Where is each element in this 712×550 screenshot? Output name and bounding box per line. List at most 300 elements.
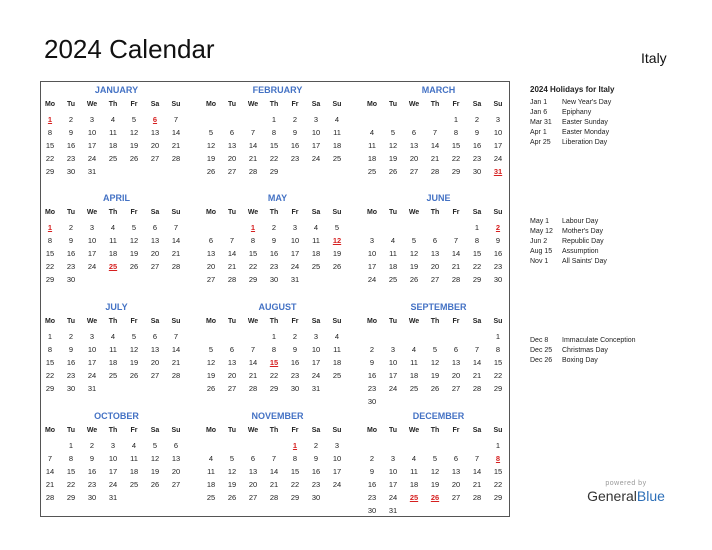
month-name: SEPTEMBER xyxy=(410,302,467,312)
day-cell: 22 xyxy=(269,154,279,163)
day-cell: 28 xyxy=(45,493,55,502)
day-cell: 27 xyxy=(227,167,237,176)
weekday-label: Sa xyxy=(472,427,482,434)
day-cell: 10 xyxy=(493,128,503,137)
month-name: APRIL xyxy=(103,193,130,203)
day-cell: 28 xyxy=(472,493,482,502)
day-cell: 14 xyxy=(248,141,258,150)
day-cell: 5 xyxy=(229,454,235,463)
day-cell: 29 xyxy=(269,384,279,393)
weekday-label: Th xyxy=(108,101,118,108)
day-cell: 22 xyxy=(472,262,482,271)
day-cell: 25 xyxy=(409,384,419,393)
holiday-row xyxy=(530,248,607,258)
month-12 xyxy=(366,411,511,515)
day-cell: 7 xyxy=(453,236,459,245)
day-cell: 1 xyxy=(271,332,277,341)
day-cell: 3 xyxy=(292,223,298,232)
day-cell: 2 xyxy=(271,223,277,232)
day-cell: 20 xyxy=(150,249,160,258)
holiday-day-cell: 31 xyxy=(493,167,503,176)
day-cell: 10 xyxy=(388,358,398,367)
month-6 xyxy=(366,193,511,293)
holiday-name: Republic Day xyxy=(562,238,604,245)
day-cell: 9 xyxy=(68,236,74,245)
day-cell: 4 xyxy=(334,115,340,124)
weekday-label: Tu xyxy=(388,101,398,108)
weekday-label: Tu xyxy=(66,101,76,108)
day-cell: 20 xyxy=(206,262,216,271)
day-cell: 3 xyxy=(313,332,319,341)
day-cell: 2 xyxy=(89,441,95,450)
day-cell: 8 xyxy=(250,236,256,245)
weekday-label: Sa xyxy=(150,101,160,108)
day-cell: 27 xyxy=(171,480,181,489)
day-cell: 27 xyxy=(150,262,160,271)
day-cell: 9 xyxy=(271,236,277,245)
weekday-label: Su xyxy=(171,101,181,108)
day-cell: 4 xyxy=(411,454,417,463)
day-cell: 24 xyxy=(87,154,97,163)
day-cell: 1 xyxy=(495,332,501,341)
day-cell: 26 xyxy=(332,262,342,271)
day-cell: 16 xyxy=(87,467,97,476)
day-cell: 6 xyxy=(432,236,438,245)
day-cell: 24 xyxy=(108,480,118,489)
holiday-name: Easter Sunday xyxy=(562,119,608,126)
day-cell: 26 xyxy=(430,384,440,393)
day-cell: 8 xyxy=(47,128,53,137)
day-cell: 30 xyxy=(290,384,300,393)
page-title: 2024 Calendar xyxy=(44,34,215,64)
day-cell: 14 xyxy=(269,467,279,476)
day-cell: 11 xyxy=(207,467,215,476)
holiday-row xyxy=(530,228,607,238)
day-cell: 4 xyxy=(369,128,375,137)
weekday-label: Tu xyxy=(388,318,398,325)
day-cell: 12 xyxy=(206,141,216,150)
day-cell: 20 xyxy=(430,262,440,271)
day-cell: 6 xyxy=(152,332,158,341)
day-cell: 26 xyxy=(227,493,237,502)
weekday-label: Mo xyxy=(205,101,217,108)
weekday-label: Th xyxy=(430,318,440,325)
day-cell: 15 xyxy=(472,249,482,258)
day-cell: 1 xyxy=(47,332,53,341)
month-9 xyxy=(366,302,511,406)
day-cell: 17 xyxy=(87,249,97,258)
holiday-day-cell: 1 xyxy=(47,115,53,124)
day-cell: 9 xyxy=(313,454,319,463)
day-cell: 2 xyxy=(68,223,74,232)
day-cell: 19 xyxy=(206,371,216,380)
day-cell: 2 xyxy=(474,115,480,124)
weekday-label: Tu xyxy=(388,209,398,216)
weekday-label: Su xyxy=(332,209,342,216)
month-name: MARCH xyxy=(421,85,456,95)
day-cell: 23 xyxy=(66,262,76,271)
day-cell: 6 xyxy=(250,454,256,463)
weekday-label: Th xyxy=(269,427,279,434)
day-cell: 17 xyxy=(332,467,342,476)
day-cell: 31 xyxy=(87,384,97,393)
day-cell: 7 xyxy=(47,454,53,463)
holiday-date: Jan 1 xyxy=(530,99,548,106)
weekday-label: We xyxy=(86,427,98,434)
day-cell: 21 xyxy=(227,262,237,271)
day-cell: 9 xyxy=(89,454,95,463)
day-cell: 6 xyxy=(229,128,235,137)
holiday-row xyxy=(530,119,614,129)
day-cell: 29 xyxy=(290,493,300,502)
day-cell: 19 xyxy=(129,249,139,258)
day-cell: 7 xyxy=(432,128,438,137)
month-1 xyxy=(44,85,189,185)
day-cell: 29 xyxy=(451,167,461,176)
holiday-name: Immaculate Conception xyxy=(562,337,636,344)
day-cell: 26 xyxy=(129,371,139,380)
weekday-label: Sa xyxy=(472,209,482,216)
weekday-label: Fr xyxy=(130,209,138,216)
day-cell: 15 xyxy=(248,249,258,258)
day-cell: 22 xyxy=(290,480,300,489)
day-cell: 25 xyxy=(311,262,321,271)
day-cell: 3 xyxy=(390,454,396,463)
holiday-date: Jan 6 xyxy=(530,109,548,116)
day-cell: 6 xyxy=(208,236,214,245)
day-cell: 28 xyxy=(269,493,279,502)
generalblue-logo xyxy=(584,480,668,504)
weekday-label: Tu xyxy=(66,427,76,434)
holiday-day-cell: 26 xyxy=(430,493,440,502)
day-cell: 7 xyxy=(474,345,480,354)
day-cell: 16 xyxy=(290,141,300,150)
holiday-name: Labour Day xyxy=(562,218,599,225)
day-cell: 27 xyxy=(206,275,216,284)
day-cell: 10 xyxy=(87,236,97,245)
day-cell: 5 xyxy=(208,345,214,354)
weekday-label: Tu xyxy=(66,318,76,325)
day-cell: 5 xyxy=(411,236,417,245)
day-cell: 16 xyxy=(66,358,76,367)
weekday-label: Fr xyxy=(291,209,299,216)
day-cell: 6 xyxy=(173,441,179,450)
weekday-label: Mo xyxy=(44,318,56,325)
holiday-name: Boxing Day xyxy=(562,357,598,364)
day-cell: 26 xyxy=(206,384,216,393)
day-cell: 12 xyxy=(150,454,160,463)
weekday-label: Mo xyxy=(44,427,56,434)
day-cell: 29 xyxy=(45,167,55,176)
month-name: DECEMBER xyxy=(412,411,465,421)
day-cell: 23 xyxy=(66,154,76,163)
day-cell: 27 xyxy=(248,493,258,502)
day-cell: 24 xyxy=(87,262,97,271)
day-cell: 2 xyxy=(292,115,298,124)
day-cell: 23 xyxy=(290,154,300,163)
day-cell: 30 xyxy=(472,167,482,176)
day-cell: 4 xyxy=(110,223,116,232)
day-cell: 11 xyxy=(109,345,117,354)
day-cell: 16 xyxy=(367,371,377,380)
day-cell: 16 xyxy=(472,141,482,150)
day-cell: 11 xyxy=(410,467,418,476)
day-cell: 28 xyxy=(171,371,181,380)
day-cell: 26 xyxy=(129,154,139,163)
holiday-date: Nov 1 xyxy=(530,258,549,265)
day-cell: 11 xyxy=(333,128,341,137)
day-cell: 19 xyxy=(388,154,398,163)
day-cell: 19 xyxy=(332,249,342,258)
day-cell: 23 xyxy=(367,384,377,393)
day-cell: 29 xyxy=(66,493,76,502)
day-cell: 1 xyxy=(271,115,277,124)
day-cell: 9 xyxy=(292,345,298,354)
day-cell: 16 xyxy=(269,249,279,258)
month-name: NOVEMBER xyxy=(251,411,304,421)
weekday-label: Th xyxy=(108,318,118,325)
day-cell: 30 xyxy=(311,493,321,502)
day-cell: 25 xyxy=(108,371,118,380)
day-cell: 16 xyxy=(66,141,76,150)
day-cell: 13 xyxy=(150,128,160,137)
holiday-day-cell: 25 xyxy=(108,262,118,271)
day-cell: 8 xyxy=(47,236,53,245)
day-cell: 16 xyxy=(290,358,300,367)
day-cell: 26 xyxy=(409,275,419,284)
day-cell: 12 xyxy=(129,345,139,354)
day-cell: 1 xyxy=(68,441,74,450)
weekday-label: Su xyxy=(332,101,342,108)
day-cell: 15 xyxy=(451,141,461,150)
day-cell: 10 xyxy=(367,249,377,258)
day-cell: 10 xyxy=(388,467,398,476)
day-cell: 19 xyxy=(227,480,237,489)
day-cell: 7 xyxy=(229,236,235,245)
day-cell: 31 xyxy=(388,506,398,515)
day-cell: 13 xyxy=(248,467,258,476)
day-cell: 13 xyxy=(227,358,237,367)
weekday-label: Mo xyxy=(205,209,217,216)
day-cell: 16 xyxy=(311,467,321,476)
weekday-label: Th xyxy=(430,101,440,108)
weekday-label: Sa xyxy=(311,209,321,216)
day-cell: 27 xyxy=(150,371,160,380)
day-cell: 5 xyxy=(432,454,438,463)
day-cell: 17 xyxy=(367,262,377,271)
day-cell: 10 xyxy=(332,454,342,463)
holiday-row xyxy=(530,218,607,228)
day-cell: 12 xyxy=(430,467,440,476)
weekday-label: Su xyxy=(493,318,503,325)
day-cell: 17 xyxy=(108,467,118,476)
weekday-label: Tu xyxy=(66,209,76,216)
weekday-label: We xyxy=(408,209,420,216)
weekday-label: Fr xyxy=(291,318,299,325)
day-cell: 23 xyxy=(290,371,300,380)
day-cell: 5 xyxy=(131,332,137,341)
day-cell: 22 xyxy=(45,371,55,380)
day-cell: 19 xyxy=(430,480,440,489)
day-cell: 14 xyxy=(472,358,482,367)
holiday-name: Assumption xyxy=(562,248,599,255)
weekday-label: Tu xyxy=(227,101,237,108)
day-cell: 29 xyxy=(45,384,55,393)
weekday-label: We xyxy=(86,209,98,216)
weekday-label: Mo xyxy=(366,101,378,108)
day-cell: 18 xyxy=(367,154,377,163)
day-cell: 29 xyxy=(493,493,503,502)
weekday-label: Sa xyxy=(311,427,321,434)
day-cell: 3 xyxy=(89,115,95,124)
day-cell: 21 xyxy=(451,262,461,271)
day-cell: 25 xyxy=(206,493,216,502)
day-cell: 3 xyxy=(89,332,95,341)
day-cell: 28 xyxy=(451,275,461,284)
day-cell: 7 xyxy=(250,345,256,354)
day-cell: 23 xyxy=(269,262,279,271)
day-cell: 21 xyxy=(430,154,440,163)
day-cell: 21 xyxy=(171,249,181,258)
weekday-label: Su xyxy=(493,427,503,434)
day-cell: 6 xyxy=(229,345,235,354)
day-cell: 21 xyxy=(171,141,181,150)
weekday-label: Sa xyxy=(311,101,321,108)
day-cell: 22 xyxy=(248,262,258,271)
day-cell: 30 xyxy=(87,493,97,502)
day-cell: 3 xyxy=(495,115,501,124)
day-cell: 29 xyxy=(248,275,258,284)
day-cell: 4 xyxy=(411,345,417,354)
day-cell: 23 xyxy=(367,493,377,502)
day-cell: 15 xyxy=(66,467,76,476)
weekday-label: Su xyxy=(171,427,181,434)
day-cell: 17 xyxy=(388,480,398,489)
day-cell: 22 xyxy=(269,371,279,380)
day-cell: 21 xyxy=(248,371,258,380)
day-cell: 11 xyxy=(410,358,418,367)
day-cell: 22 xyxy=(45,262,55,271)
day-cell: 9 xyxy=(68,128,74,137)
holiday-row xyxy=(530,109,614,119)
day-cell: 24 xyxy=(311,371,321,380)
day-cell: 22 xyxy=(451,154,461,163)
day-cell: 3 xyxy=(334,441,340,450)
day-cell: 20 xyxy=(171,467,181,476)
holiday-row xyxy=(530,99,614,109)
day-cell: 26 xyxy=(150,480,160,489)
day-cell: 23 xyxy=(493,262,503,271)
day-cell: 5 xyxy=(208,128,214,137)
day-cell: 18 xyxy=(108,249,118,258)
day-cell: 6 xyxy=(152,223,158,232)
day-cell: 25 xyxy=(129,480,139,489)
day-cell: 21 xyxy=(45,480,55,489)
day-cell: 22 xyxy=(45,154,55,163)
holidays-heading: 2024 Holidays for Italy xyxy=(530,85,615,94)
day-cell: 13 xyxy=(227,141,237,150)
weekday-label: Fr xyxy=(452,427,460,434)
day-cell: 22 xyxy=(493,371,503,380)
day-cell: 24 xyxy=(311,154,321,163)
weekday-label: Mo xyxy=(366,209,378,216)
month-name: JULY xyxy=(105,302,128,312)
weekday-label: Tu xyxy=(227,427,237,434)
day-cell: 13 xyxy=(150,345,160,354)
day-cell: 4 xyxy=(390,236,396,245)
day-cell: 10 xyxy=(290,236,300,245)
weekday-label: We xyxy=(408,101,420,108)
day-cell: 14 xyxy=(171,345,181,354)
day-cell: 18 xyxy=(388,262,398,271)
weekday-label: Su xyxy=(493,209,503,216)
day-cell: 13 xyxy=(150,236,160,245)
day-cell: 26 xyxy=(388,167,398,176)
month-10 xyxy=(44,411,189,511)
holiday-date: May 1 xyxy=(530,218,550,225)
day-cell: 27 xyxy=(451,384,461,393)
day-cell: 3 xyxy=(369,236,375,245)
day-cell: 21 xyxy=(472,480,482,489)
day-cell: 10 xyxy=(108,454,118,463)
weekday-label: We xyxy=(247,427,259,434)
day-cell: 3 xyxy=(89,223,95,232)
day-cell: 20 xyxy=(150,141,160,150)
day-cell: 9 xyxy=(369,467,375,476)
month-5 xyxy=(205,193,350,293)
weekday-label: Sa xyxy=(472,101,482,108)
day-cell: 13 xyxy=(206,249,216,258)
day-cell: 8 xyxy=(47,345,53,354)
day-cell: 11 xyxy=(109,128,117,137)
holiday-row xyxy=(530,347,636,357)
day-cell: 14 xyxy=(171,128,181,137)
weekday-label: Fr xyxy=(130,101,138,108)
holiday-name: Christmas Day xyxy=(562,347,608,354)
day-cell: 28 xyxy=(248,384,258,393)
weekday-label: Th xyxy=(269,101,279,108)
day-cell: 25 xyxy=(332,154,342,163)
day-cell: 4 xyxy=(208,454,214,463)
country-label: Italy xyxy=(641,50,667,66)
month-name: MAY xyxy=(267,193,288,203)
day-cell: 2 xyxy=(68,332,74,341)
day-cell: 30 xyxy=(66,384,76,393)
holiday-date: Mar 31 xyxy=(530,119,552,126)
day-cell: 15 xyxy=(269,141,279,150)
weekday-label: We xyxy=(247,318,259,325)
day-cell: 11 xyxy=(368,141,376,150)
weekday-label: Th xyxy=(269,318,279,325)
day-cell: 23 xyxy=(66,371,76,380)
day-cell: 13 xyxy=(451,358,461,367)
day-cell: 5 xyxy=(390,128,396,137)
month-name: JUNE xyxy=(426,193,451,203)
holiday-row xyxy=(530,357,636,367)
day-cell: 18 xyxy=(409,371,419,380)
brand-name xyxy=(584,488,668,504)
holiday-name: Epiphany xyxy=(562,109,592,116)
day-cell: 20 xyxy=(227,154,237,163)
holiday-row xyxy=(530,139,614,149)
day-cell: 7 xyxy=(173,332,179,341)
day-cell: 14 xyxy=(45,467,55,476)
day-cell: 13 xyxy=(409,141,419,150)
month-11 xyxy=(205,411,350,511)
day-cell: 15 xyxy=(493,358,503,367)
holiday-date: May 12 xyxy=(530,228,553,235)
month-name: FEBRUARY xyxy=(252,85,303,95)
